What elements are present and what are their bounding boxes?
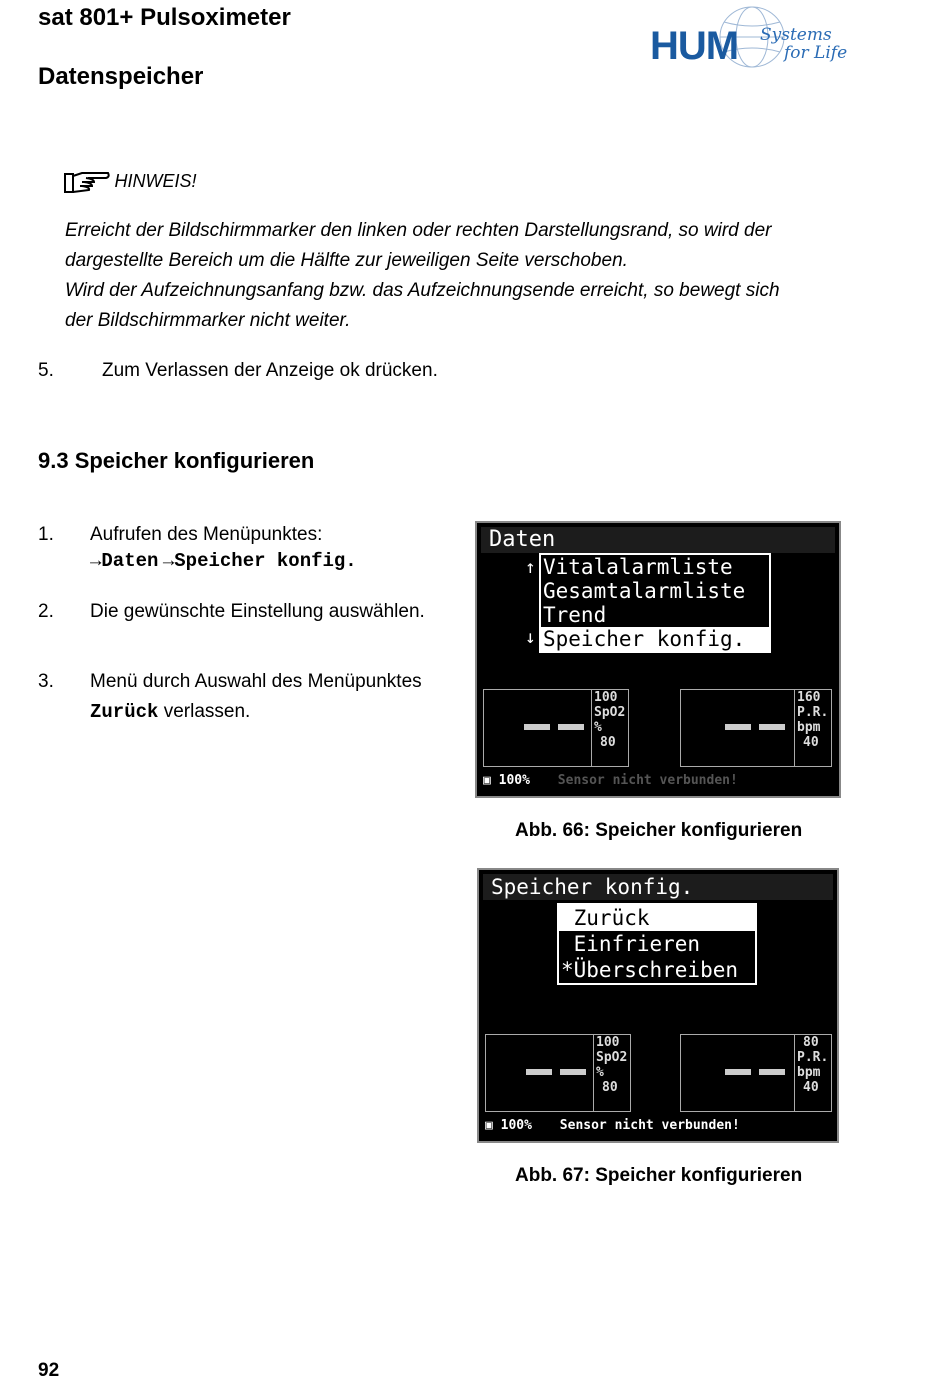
note-line: dargestellte Bereich um die Hälfte zur jeweiligen Seite verschoben. [65, 250, 628, 271]
page-number: 92 [38, 1360, 60, 1381]
document-title: sat 801+ Pulsoximeter [38, 4, 291, 31]
note-label: HINWEIS! [114, 171, 197, 191]
sensor-status: Sensor nicht verbunden! [557, 773, 738, 788]
logo-brand: HUM [650, 24, 739, 68]
spo2-panel [483, 689, 629, 767]
document-subtitle: Datenspeicher [38, 63, 204, 90]
screen-title: Speicher konfig. [483, 874, 833, 900]
value-dash [759, 1069, 785, 1075]
step-3-text: Menü durch Auswahl des Menüpunktes [90, 671, 422, 692]
menu-item[interactable]: Trend [543, 603, 607, 627]
value-dash [558, 724, 584, 730]
value-dash [560, 1069, 586, 1075]
value-dash [524, 724, 550, 730]
arrow-right-icon: → [162, 550, 175, 572]
battery-icon: ▣ [485, 1118, 493, 1133]
menu-item[interactable]: Einfrieren [561, 932, 701, 956]
value-dash [759, 724, 785, 730]
step-1-number: 1. [38, 524, 54, 545]
spo2-scale: 100 SpO2 % 80 [591, 690, 628, 766]
pulse-rate-scale: 160 P.R. bpm 40 [794, 690, 831, 766]
step-2-number: 2. [38, 601, 54, 622]
section-heading: 9.3 Speicher konfigurieren [38, 448, 315, 473]
screen-menu [557, 903, 757, 985]
device-screen-fig66 [475, 521, 841, 798]
screen-title: Daten [481, 527, 835, 553]
value-dash [725, 1069, 751, 1075]
menu-item-selected[interactable]: Speicher konfig. [541, 627, 769, 651]
note-line: der Bildschirmmarker nicht weiter. [65, 310, 351, 331]
arrow-right-icon: → [90, 550, 102, 572]
hum-logo [650, 4, 860, 70]
figure-66-caption: Abb. 66: Speicher konfigurieren [515, 820, 803, 841]
spo2-scale: 100 SpO2 % 80 [593, 1035, 630, 1111]
scroll-down-icon: ↓ [525, 627, 536, 648]
figure-67-caption: Abb. 67: Speicher konfigurieren [515, 1165, 803, 1186]
step-1-menu-path [90, 550, 357, 572]
scroll-up-icon: ↑ [525, 557, 536, 578]
screen-menu [539, 553, 771, 653]
note-text [65, 216, 885, 336]
code-zurueck: Zurück [90, 701, 159, 723]
value-dash [526, 1069, 552, 1075]
step-3-suffix: verlassen. [163, 701, 251, 722]
pulse-rate-panel [680, 689, 832, 767]
battery-level: 100% [498, 773, 530, 788]
value-dash [725, 724, 751, 730]
step-1-text: Aufrufen des Menüpunktes: [90, 524, 323, 545]
note-block [64, 166, 196, 196]
spo2-panel [485, 1034, 631, 1112]
pointing-hand-icon [64, 170, 110, 196]
battery-level: 100% [500, 1118, 532, 1133]
status-bar [485, 1118, 740, 1133]
menu-item-selected[interactable]: Zurück [559, 905, 755, 931]
menu-item[interactable]: Vitalalarmliste [543, 555, 733, 579]
step-3-continuation [90, 697, 250, 727]
note-line: Wird der Aufzeichnungsanfang bzw. das Aufzeichnungsende erreicht, so bewegt sich [65, 280, 780, 301]
step-2-text: Die gewünschte Einstellung auswählen. [90, 601, 425, 622]
device-screen-fig67 [477, 868, 839, 1143]
menu-item[interactable]: *Überschreiben [561, 958, 739, 982]
note-line: Erreicht der Bildschirmmarker den linken oder rechten Darstellungsrand, so wird der [65, 220, 772, 241]
sensor-status: Sensor nicht verbunden! [559, 1118, 740, 1133]
logo-tagline: Systems for Life [760, 25, 848, 63]
menu-path-daten: Daten [101, 550, 159, 572]
status-bar [483, 773, 738, 788]
menu-item[interactable]: Gesamtalarmliste [543, 579, 746, 603]
pulse-rate-scale: 80 P.R. bpm 40 [794, 1035, 831, 1111]
step-5-text: Zum Verlassen der Anzeige ok drücken. [102, 360, 438, 381]
step-3-number: 3. [38, 671, 54, 692]
menu-path-speicher: Speicher konfig. [174, 550, 357, 572]
pulse-rate-panel [680, 1034, 832, 1112]
step-5-number: 5. [38, 360, 54, 381]
battery-icon: ▣ [483, 773, 491, 788]
